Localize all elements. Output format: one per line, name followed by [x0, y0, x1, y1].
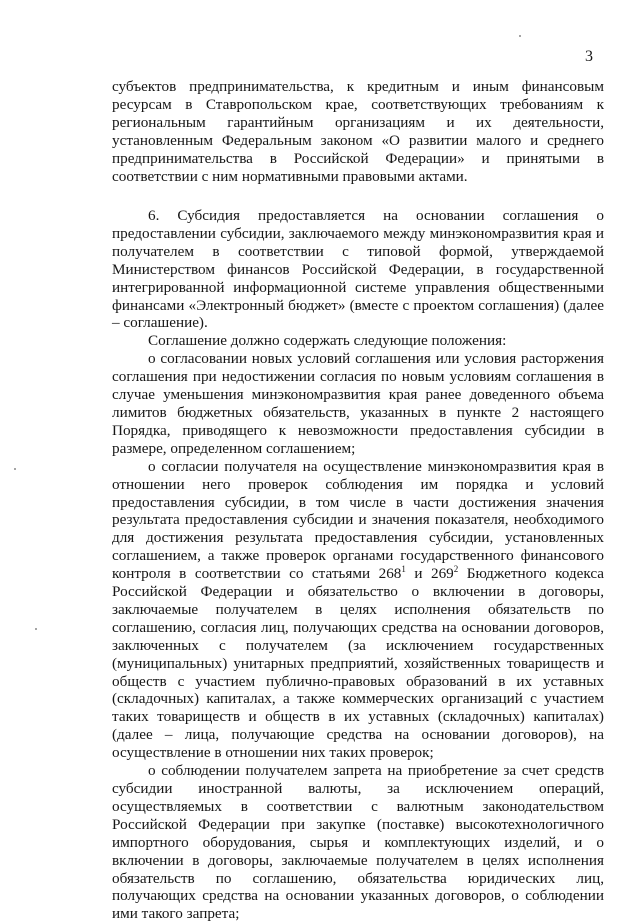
footnote-mark-269: 2 [453, 564, 459, 575]
inspections-text-middle: и 269 [405, 565, 454, 583]
paragraph-continuation: субъектов предпринимательства, к кредитным и иным финансовым ресурсам в Ставропольском крае, соответствующих требованиям к региональным гарантийным организациям и их деятельности, установленным Федеральным законом «О развитии малого и среднего предпринимательства в Российской Федерации» и принятыми в соответствии с ним нормативными правовыми актами. [112, 78, 604, 185]
scan-speck [35, 628, 37, 630]
scan-speck [519, 35, 521, 37]
text-block-section-6 [112, 207, 604, 923]
page-number: 3 [585, 48, 593, 65]
paragraph-agreement-intro: Соглашение должно содержать следующие положения: [148, 332, 507, 350]
inspections-text-start: о согласии получателя на осуществление минэкономразвития края в отношении него проверок соблюдения им порядка и условий предоставления субсидии, в том числе в части достижения значения результата предоставления субсидии и значения показателя, необходимого для достижения результата предоставления субсидии, установленных соглашением, а также проверок органами государственного финансового контроля в соответствии со статьями 268 [112, 457, 604, 583]
inspections-text-end: Бюджетного кодекса Российской Федерации и обязательство о включении в договоры, заключаемые получателем в целях исполнения обязательств по соглашению, согласия лиц, получающих средства на основании договоров, заключенных с получателем (за исключением государственных (муниципальных) унитарных предприятий, хозяйственных товариществ и обществ с участием публично-правовых образований в их уставных (складочных) капиталах, а также коммерческих организаций с участием таких товариществ и обществ в их уставных (складочных) капиталах) (далее – лица, получающие средства на основании договоров), на осуществление в отношении них таких проверок; [112, 565, 604, 762]
scan-speck [14, 468, 16, 470]
paragraph-currency-ban: о соблюдении получателем запрета на приобретение за счет средств субсидии иностранной валюты, за исключением операций, осуществляемых в соответствии с валютным законодательством Российской Федерации при закупке (поставке) высокотехнологичного импортного оборудования, сырья и комплектующих изделий, и о включении в договоры, заключаемые получателем в целях исполнения обязательств по соглашению, обязательства юридических лиц, получающих средства на основании указанных договоров, о соблюдении ими такого запрета; [112, 762, 604, 923]
paragraph-clause-6: 6. Субсидия предоставляется на основании соглашения о предоставлении субсидии, заключаемого между минэкономразвития края и получателем в соответствии с типовой формой, утверждаемой Министерством финансов Российской Федерации, в государственной интегрированной информационной системе управления общественными финансами «Электронный бюджет» (вместе с проектом соглашения) (далее – соглашение). [112, 207, 604, 332]
footnote-mark-268: 1 [401, 564, 406, 575]
text-block-continuation [112, 78, 604, 185]
paragraph-new-conditions: о согласовании новых условий соглашения или условия расторжения соглашения при недостижении согласия по новым условиям соглашения в случае уменьшения минэкономразвития края ранее доведенного объема лимитов бюджетных обязательств, указанных в пункте 2 настоящего Порядка, приводящего к невозможности предоставления субсидии в размере, определенном соглашением; [112, 350, 604, 457]
paragraph-inspections-consent [112, 458, 604, 762]
